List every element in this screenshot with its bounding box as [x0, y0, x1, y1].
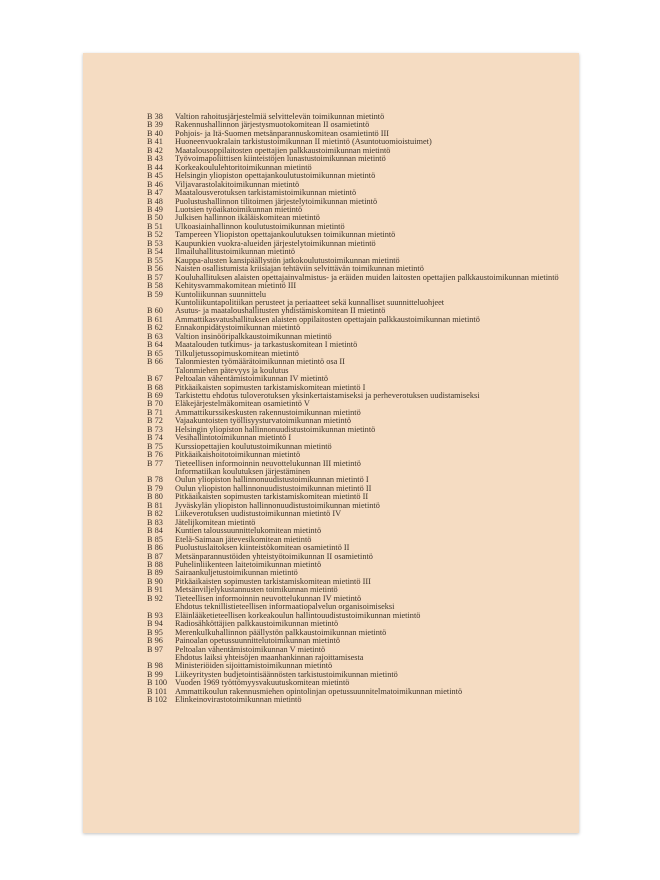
entry-code: B 85 [147, 534, 163, 544]
entry-code: B 60 [147, 306, 163, 316]
entry-code: B 79 [147, 483, 163, 493]
entry-title: Eläinlääketieteellisen korkeakoulun hallintouudistustoimikunnan mietintö [175, 610, 421, 620]
entry-code: B 91 [147, 585, 163, 595]
entry-title: Valtion rahoitusjärjestelmiä selvittelevän toimikunnan mietintö [175, 112, 385, 121]
entry-code: B 45 [147, 171, 163, 181]
entry-code: B 100 [147, 678, 168, 688]
entry-code: B 96 [147, 636, 163, 646]
entry-title: Maatalouden tutkimus- ja tarkastuskomitean I mietintö [175, 340, 358, 350]
entry-code: B 68 [147, 382, 163, 392]
entry-code: B 49 [147, 204, 163, 214]
entry-code: B 94 [147, 619, 163, 629]
entry-code: B 81 [147, 500, 163, 510]
entry-subtitle: Kuntoliikuntapolitiikan perusteet ja periaatteet sekä kunnalliset suunnitteluohjeet [175, 297, 445, 307]
entry-code: B 52 [147, 230, 163, 240]
entry-title: Kuntien taloussuunnittelukomitean mietintö [175, 526, 322, 536]
entry-title: Merenkulkuhallinnon päällystön palkkaustoimikunnan mietintö [175, 627, 387, 637]
entry-title: Metsänviljelykustannusten toimikunnan mietintö [175, 585, 338, 595]
entry-code: B 39 [147, 120, 163, 130]
entry-code: B 43 [147, 154, 163, 164]
entry-code: B 74 [147, 433, 163, 443]
entry-title: Ennakonpidätystoimikunnan mietintö [175, 323, 301, 333]
entry-title: Kouluhallituksen alaisten opettajainvalmistus- ja eräiden muiden laitosten opettajien palkkaustoimikunnan mietintö [175, 272, 559, 282]
entry-code: B 57 [147, 272, 163, 282]
entry-code: B 87 [147, 551, 163, 561]
entry-title: Puolustushallinnon tilitoimen järjestelytoimikunnan mietintö [175, 196, 378, 206]
entry-title: Tieteellisen informoinnin neuvottelukunnan III mietintö [175, 458, 361, 468]
entry-title: Ulkoasiainhallinnon koulutustoimikunnan mietintö [175, 221, 345, 231]
entry-title: Viljavarastolakitoimikunnan mietintö [175, 179, 300, 189]
entry-code: B 92 [147, 593, 163, 603]
publication-list [147, 113, 575, 705]
entry-title: Pitkäaikaisten sopimusten tarkistamiskomitean mietintö I [175, 382, 366, 392]
entry-code: B 78 [147, 475, 163, 485]
entry-title: Liikeyritysten budjetointisäännösten tarkistustoimikunnan mietintö [175, 669, 398, 679]
entry-code: B 71 [147, 407, 163, 417]
entry-title: Vajaakuntoisten työllisyysturvatoimikunnan mietintö [175, 416, 352, 426]
entry-title: Elinkeinovirastotoimikunnan mietintö [175, 695, 302, 705]
entry-code: B 58 [147, 281, 163, 291]
entry-title: Naisten osallistumista kriisiajan tehtäviin selvittävän toimikunnan mietintö [175, 264, 424, 274]
entry-code: B 98 [147, 661, 163, 671]
entry-title: Oulun yliopiston hallinnonuudistustoimikunnan mietintö I [175, 475, 369, 485]
entry-title: Kuntoliikunnan suunnittelu [175, 289, 267, 299]
entry-code: B 102 [147, 695, 168, 705]
entry-code: B 64 [147, 340, 163, 350]
entry-title: Ministeriöiden sijoittamistoimikunnan mietintö [175, 661, 333, 671]
entry-code: B 62 [147, 323, 163, 333]
entry-code: B 77 [147, 458, 163, 468]
entry-title: Huoneenvuokralain tarkistustoimikunnan II mietintö (Asuntotuomioistuimet) [175, 137, 432, 147]
entry-title: Eläkejärjestelmäkomitean osamietintö V [175, 399, 310, 409]
entry-title: Julkisen hallinnon ikäläiskomitean mietintö [175, 213, 320, 223]
entry-title: Rakennushallinnon järjestysmuotokomitean II osamietintö [175, 120, 370, 130]
entry-code: B 38 [147, 112, 163, 121]
entry-title: Peltoalan vähentämistoimikunnan V mietintö [175, 644, 326, 654]
entry-code: B 40 [147, 128, 163, 138]
entry-title: Ammattikoulun rakennusmiehen opintolinjan opetussuunnitelmatoimikunnan mietintö [175, 686, 463, 696]
entry-title: Pitkäaikaisten sopimusten tarkistamiskomitean mietintö II [175, 492, 369, 502]
entry-code: B 73 [147, 424, 163, 434]
entry-code: B 80 [147, 492, 163, 502]
entry-code: B 46 [147, 179, 163, 189]
entry-code: B 61 [147, 314, 163, 324]
entry-title: Tampereen Yliopiston opettajankoulutuksen toimikunnan mietintö [175, 230, 396, 240]
entry-title: Painoalan opetussuunnittelutoimikunnan mietintö [175, 636, 340, 646]
entry-title: Ammattikasvatushallituksen alaisten oppilaitosten opettajain palkkaustoimikunnan mietintö [175, 314, 480, 324]
entry-title: Vuoden 1969 työttömyysvakuutuskomitean mietintö [175, 678, 350, 688]
entry-title: Kaupunkien vuokra-alueiden järjestelytoimikunnan mietintö [175, 238, 376, 248]
entry-subtitle: Talonmiehen pätevyys ja koulutus [175, 365, 289, 375]
entry-title: Puhelinliikenteen laitetoimikunnan mietintö [175, 560, 322, 570]
entry-code: B 56 [147, 264, 163, 274]
entry-subtitle: Ehdotus laiksi yhteisöjen maanhankinnan rajoittamisesta [175, 653, 364, 662]
entry-code: B 99 [147, 669, 163, 679]
entry-code: B 51 [147, 221, 163, 231]
entry-title: Sairaankuljetustoimikunnan mietintö [175, 568, 298, 578]
entry-title: Asutus- ja maataloushallitusten yhdistämiskomitean II mietintö [175, 306, 386, 316]
entry-code: B 76 [147, 450, 163, 460]
entry-code: B 93 [147, 610, 163, 620]
entry-title: Maatalousverotuksen tarkistamistoimikunnan mietintö [175, 188, 357, 198]
entry-code: B 86 [147, 543, 163, 553]
entry-title: Etelä-Saimaan jätevesikomitean mietintö [175, 534, 312, 544]
entry-title: Pitkäaikaishoitotoimikunnan mietintö [175, 450, 301, 460]
entry-code: B 63 [147, 331, 163, 341]
entry-title: Liikeverotuksen uudistustoimikunnan mietintö IV [175, 509, 342, 519]
book-back-cover [83, 53, 579, 833]
entry-title: Helsingin yliopiston hallinnonuudistustoimikunnan mietintö [175, 424, 376, 434]
entry-code: B 54 [147, 247, 163, 257]
entry-code: B 70 [147, 399, 163, 409]
entry-code: B 48 [147, 196, 163, 206]
entry-title: Ammattikurssikeskusten rakennustoimikunnan mietintö [175, 407, 361, 417]
entry-code: B 66 [147, 357, 163, 367]
entry-code: B 50 [147, 213, 163, 223]
entry-title: Peltoalan vähentämistoimikunnan IV mietintö [175, 374, 329, 384]
entry-title: Tarkistettu ehdotus tuloverotuksen yksinkertaistamiseksi ja perheverotuksen uudistamiseksi [175, 390, 480, 400]
entry-title: Kehitysvammakomitean mietintö III [175, 281, 297, 291]
entry-title: Tieteellisen informoinnin neuvottelukunnan IV mietintö [175, 593, 362, 603]
entry-code: B 42 [147, 145, 163, 155]
entry-subtitle: Ehdotus teknillistieteellisen informaatiopalvelun organisoimiseksi [175, 602, 395, 612]
list-item [147, 696, 575, 704]
entry-code: B 90 [147, 576, 163, 586]
entry-code: B 97 [147, 644, 163, 654]
entry-code: B 88 [147, 560, 163, 570]
entry-title: Tilkuljetussopimuskomitean mietintö [175, 348, 299, 358]
entry-title: Oulun yliopiston hallinnonuudistustoimikunnan mietintö II [175, 483, 372, 493]
entry-title: Valtion insinööripalkkaustoimikunnan mietintö [175, 331, 332, 341]
entry-title: Maatalousoppilaitosten opettajien palkkaustoimikunnan mietintö [175, 145, 391, 155]
entry-code: B 65 [147, 348, 163, 358]
entry-title: Vesihallintotoimikunnan mietintö I [175, 433, 292, 443]
entry-title: Helsingin yliopiston opettajankoulutustoimikunnan mietintö [175, 171, 376, 181]
entry-code: B 89 [147, 568, 163, 578]
entry-title: Ilmailuhallitustoimikunnan mietintö [175, 247, 296, 257]
entry-code: B 72 [147, 416, 163, 426]
entry-title: Jätelijkomitean mietintö [175, 517, 256, 527]
entry-code: B 75 [147, 441, 163, 451]
entry-code: B 44 [147, 162, 163, 172]
entry-title: Metsänparannustöiden yhteistyötoimikunnan II osamietintö [175, 551, 373, 561]
entry-code: B 84 [147, 526, 163, 536]
entry-code: B 101 [147, 686, 168, 696]
entry-title: Talonmiesten työmäärätoimikunnan mietintö osa II [175, 357, 345, 367]
entry-title: Pohjois- ja Itä-Suomen metsänparannuskomitean osamietintö III [175, 128, 390, 138]
entry-title: Puolustuslaitoksen kiinteistökomitean osamietintö II [175, 543, 350, 553]
entry-code: B 55 [147, 255, 163, 265]
entry-title: Työvoimapoliittisen kiinteistöjen lunastustoimikunnan mietintö [175, 154, 386, 164]
entry-code: B 67 [147, 374, 163, 384]
entry-title: Luotsien työaikatoimikunnan mietintö [175, 204, 303, 214]
entry-title: Radiosähköttäjien palkkaustoimikunnan mietintö [175, 619, 339, 629]
entry-title: Kauppa-alusten kansipäällystön jatkokoulutustoimikunnan mietintö [175, 255, 400, 265]
entry-title: Kurssiopettajien koulutustoimikunnan mietintö [175, 441, 332, 451]
entry-code: B 53 [147, 238, 163, 248]
entry-code: B 59 [147, 289, 163, 299]
entry-code: B 95 [147, 627, 163, 637]
entry-subtitle: Informatiikan koulutuksen järjestäminen [175, 467, 311, 477]
entry-code: B 69 [147, 390, 163, 400]
entry-title: Jyväskylän yliopiston hallinnonuudistustoimikunnan mietintö [175, 500, 380, 510]
entry-title: Korkeakoululehtoritoimikunnan mietintö [175, 162, 312, 172]
entry-code: B 83 [147, 517, 163, 527]
entry-code: B 47 [147, 188, 163, 198]
entry-code: B 82 [147, 509, 163, 519]
entry-code: B 41 [147, 137, 163, 147]
entry-title: Pitkäaikaisten sopimusten tarkistamiskomitean mietintö III [175, 576, 371, 586]
